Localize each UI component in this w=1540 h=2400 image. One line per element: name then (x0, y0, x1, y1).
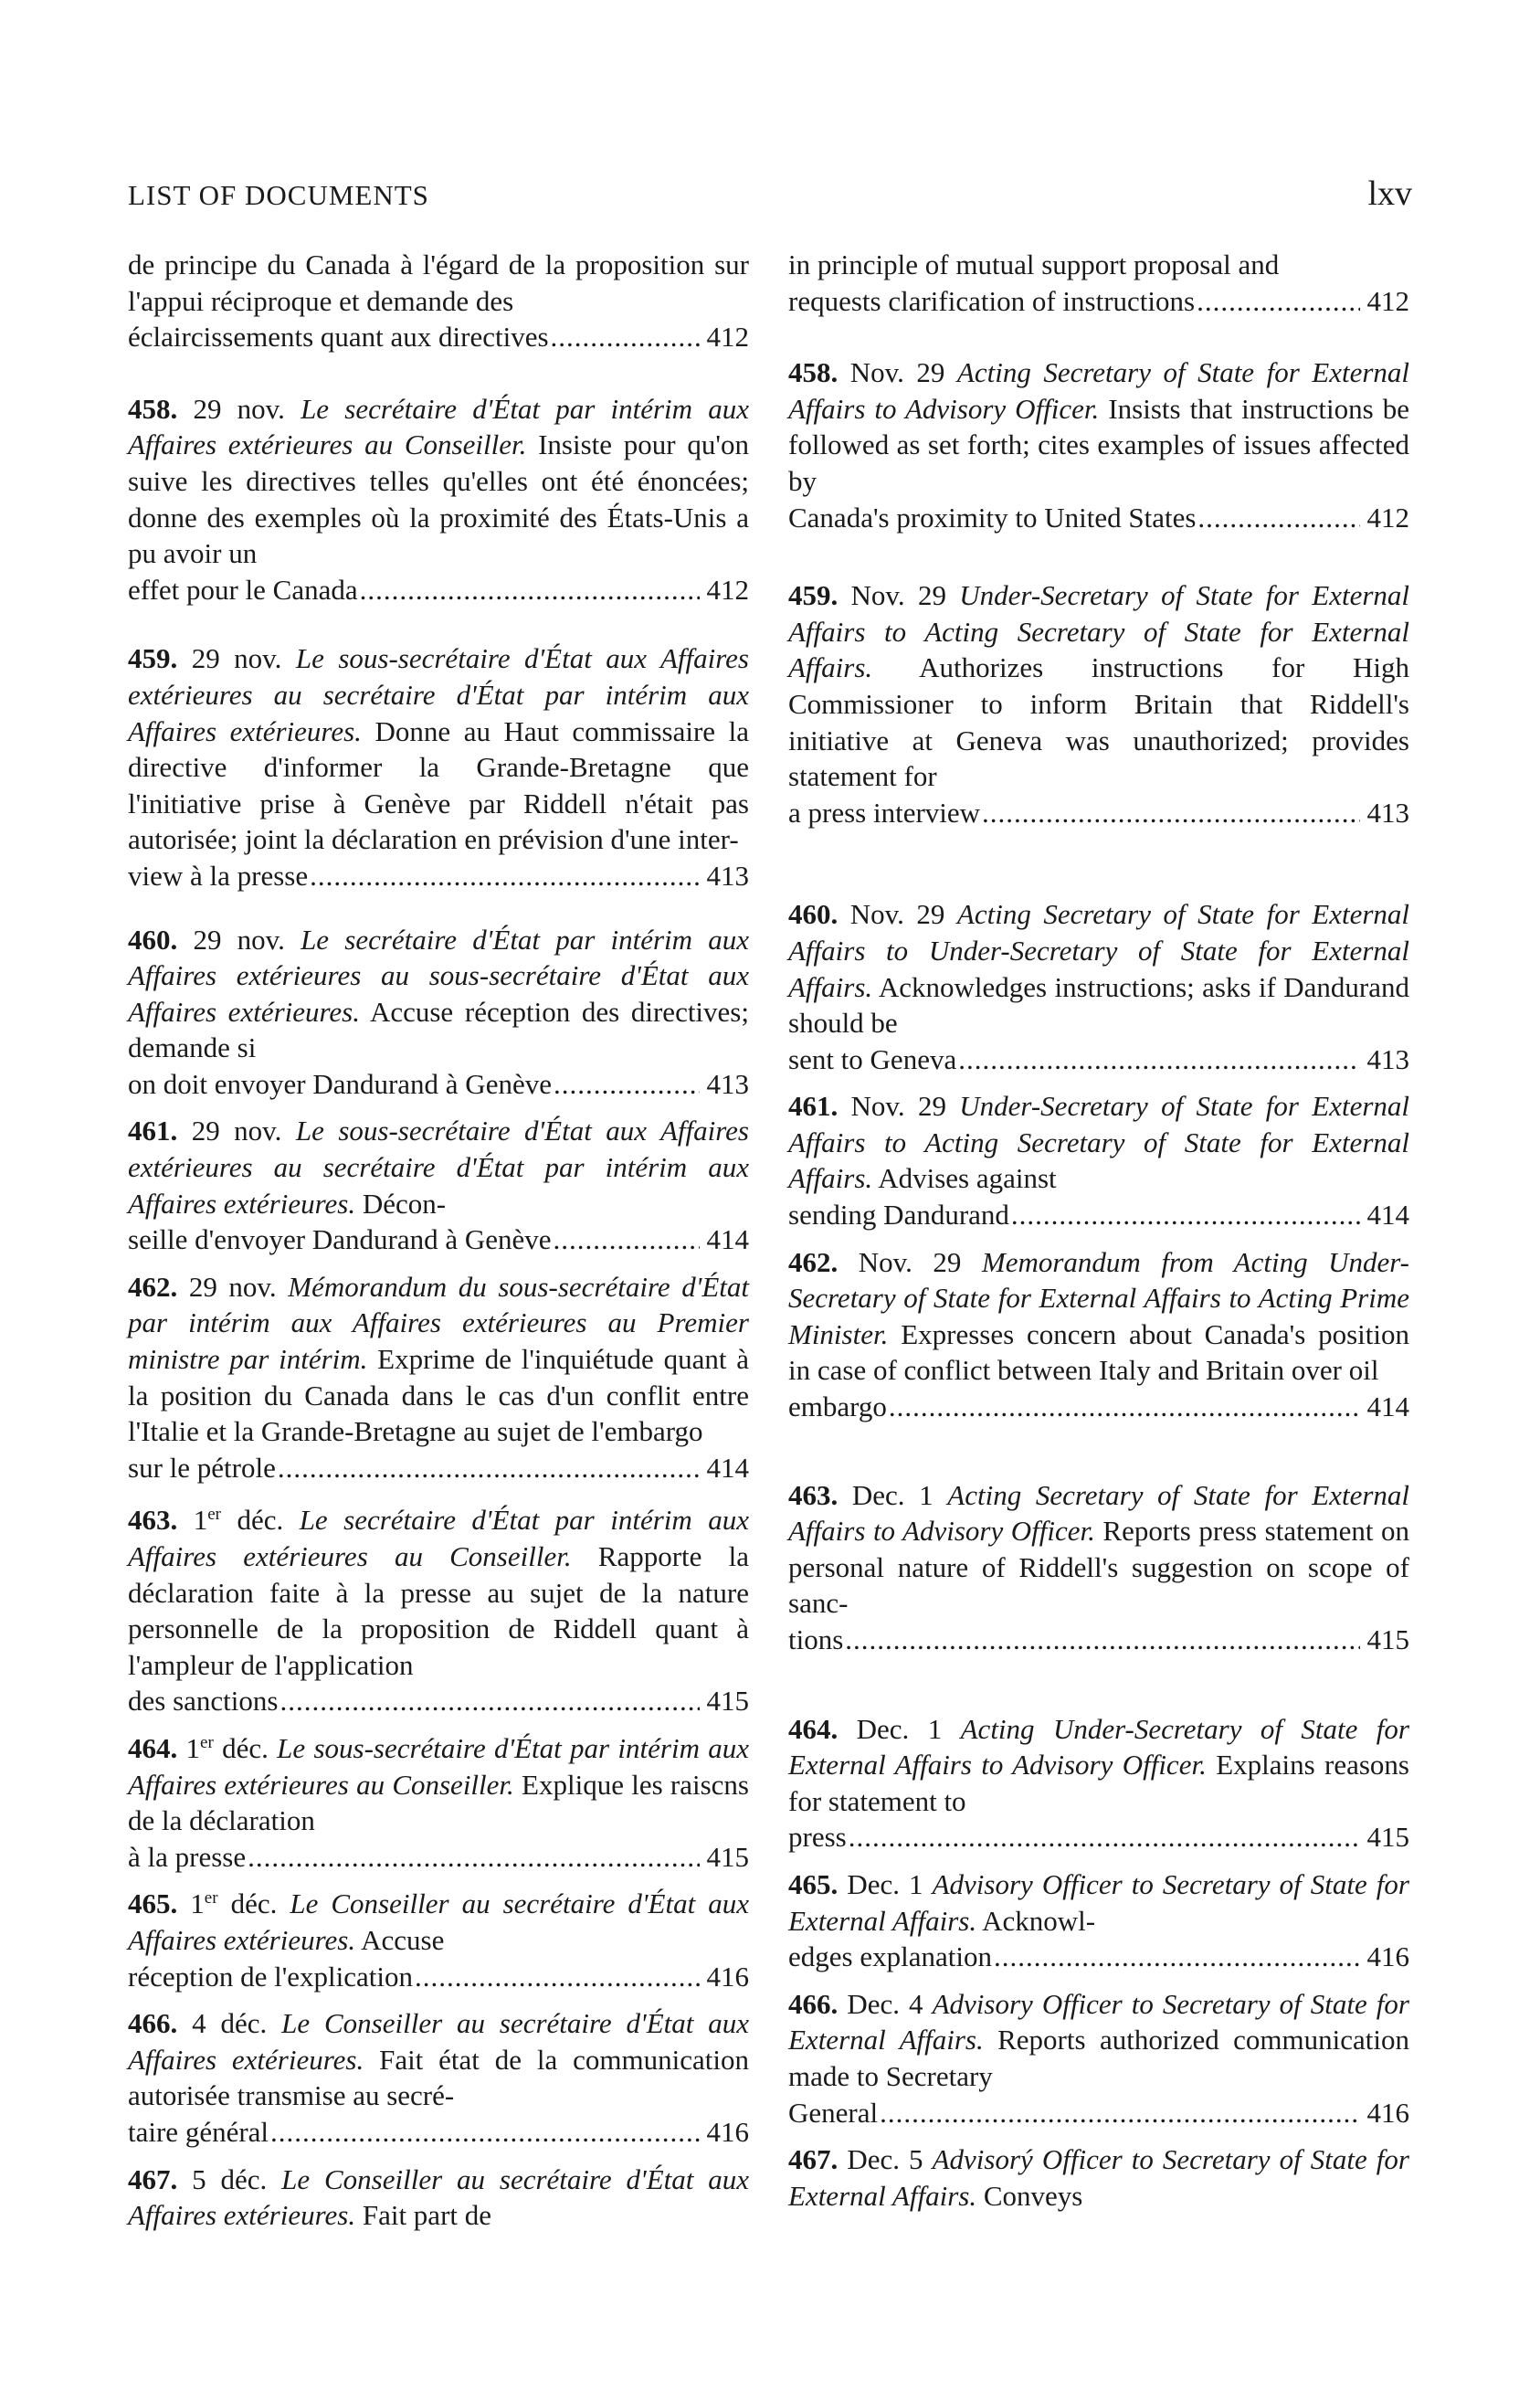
page-reference: 415 (1366, 1821, 1409, 1854)
dot-leader (248, 1839, 699, 1876)
document-date: 5 déc. (177, 2162, 282, 2195)
document-entry (788, 2141, 1409, 2214)
leader-line (128, 1450, 749, 1486)
document-summary: Reports press statement on personal nature of Riddell's suggestion on scope of sanc- (788, 1515, 1409, 1620)
document-number: 458. (128, 392, 178, 425)
page-reference: 413 (706, 859, 749, 892)
document-summary: Insiste pour qu'on suive les directives telles qu'elles ont été énoncées; donne des exemples où la proximité des États-Unis a pu avoir un (128, 428, 749, 570)
dot-leader (845, 1622, 1359, 1658)
document-date: 29 nov. (177, 1115, 296, 1147)
page-reference: 413 (1366, 1042, 1409, 1075)
entry-continuation: in principle of mutual support proposal and (788, 248, 1280, 280)
document-date: 1 (177, 1504, 208, 1537)
french-column (128, 247, 749, 2234)
leader-line (128, 572, 749, 608)
entry-text (128, 2162, 749, 2234)
entry-text (128, 1269, 749, 1450)
leader-line (788, 500, 1409, 536)
page-reference: 416 (1366, 1940, 1409, 1973)
document-date: déc. (217, 1887, 290, 1920)
summary-last-line: Canada's proximity to United States (788, 501, 1197, 534)
leader-line (128, 858, 749, 894)
entry-text (788, 896, 1409, 1041)
document-number: 462. (788, 1245, 839, 1278)
document-date: Nov. 29 (838, 1245, 982, 1278)
page-number: lxv (1367, 174, 1412, 213)
leader-line (128, 1959, 749, 1995)
dot-leader (1197, 500, 1359, 536)
leader-line (788, 1622, 1409, 1658)
document-summary: Acknowl- (976, 1904, 1096, 1937)
page-reference: 416 (706, 1960, 749, 1993)
document-number: 466. (788, 1987, 839, 2020)
document-summary: Explique les raiscns de la déclaration (128, 1768, 749, 1837)
page-reference: 414 (1366, 1199, 1409, 1232)
leader-line (788, 1197, 1409, 1233)
entry-text (788, 1711, 1409, 1820)
entry-continuation: de principe du Canada à l'égard de la proposition sur l'appui réciproque et demande des (128, 248, 749, 317)
summary-last-line: taire général (128, 2115, 269, 2148)
document-summary: Accuse (355, 1923, 445, 1956)
document-entry (128, 1502, 749, 1719)
summary-last-line: des sanctions (128, 1685, 279, 1718)
running-head (128, 174, 1412, 214)
summary-last-line: tions (788, 1623, 844, 1655)
dot-leader (415, 1959, 699, 1995)
page-reference: 415 (706, 1840, 749, 1873)
document-number: 461. (128, 1115, 178, 1147)
document-heading: Acting Under-Secretary of State for External Affairs to Advisory Officer. (788, 1712, 1409, 1781)
document-date: Dec. 1 (838, 1478, 948, 1511)
entry-text (128, 1886, 749, 1958)
document-summary: Fait part de (355, 2199, 492, 2232)
document-summary: Rapporte la déclaration faite à la presse au sujet de la nature personnelle de la proposition de Riddell quant à l'ampleur de l'application (128, 1540, 749, 1681)
document-summary: Advises against (872, 1162, 1057, 1195)
entry-text (788, 354, 1409, 499)
entry-text (128, 922, 749, 1066)
summary-last-line: edges explanation (788, 1940, 992, 1973)
summary-last-line: on doit envoyer Dandurand à Genève (128, 1067, 552, 1100)
page-reference: 414 (706, 1223, 749, 1256)
document-summary: Fait état de la communication autorisée transmise au secré- (128, 2043, 749, 2112)
summary-last-line: General (788, 2096, 879, 2129)
dot-leader (982, 795, 1359, 831)
summary-last-line: éclaircissements quant aux directives (128, 321, 549, 354)
summary-last-line: view à la presse (128, 859, 309, 892)
document-summary: Insists that instructions be followed as set forth; cites examples of issues affected by (788, 392, 1409, 497)
page-reference: 412 (1366, 501, 1409, 534)
dot-leader (280, 1683, 699, 1719)
document-entry (128, 1269, 749, 1486)
document-date: 29 nov. (177, 1270, 289, 1303)
document-heading: Under-Secretary of State for External Affairs to Acting Secretary of State for External Affairs. (788, 579, 1410, 684)
document-number: 464. (788, 1712, 839, 1745)
document-summary: Explains reasons for statement to (788, 1749, 1409, 1817)
leader-line (788, 1041, 1409, 1078)
document-entry (128, 2005, 749, 2150)
document-heading: Le secrétaire d'État par intérim aux Affaires extérieures au Conseiller. (128, 1504, 749, 1572)
leader-line (128, 1066, 749, 1103)
document-entry (128, 1113, 749, 1257)
dot-leader (889, 1389, 1360, 1425)
summary-last-line: sending Dandurand (788, 1199, 1009, 1232)
document-number: 459. (128, 642, 178, 675)
document-summary: Accuse réception des directives; demande si (128, 995, 749, 1064)
document-entry (128, 247, 749, 355)
dot-leader (849, 1819, 1360, 1856)
entry-text (788, 2141, 1409, 2214)
english-column (788, 247, 1409, 2214)
entry-text (788, 1477, 1409, 1622)
document-summary: Décon- (355, 1187, 447, 1220)
document-entry (128, 1730, 749, 1875)
entry-text (128, 1113, 749, 1221)
document-entry (128, 922, 749, 1103)
document-heading: Advisory Officer to Secretary of State for External Affairs. (788, 1987, 1409, 2056)
page-reference: 412 (706, 321, 749, 354)
summary-last-line: a press interview (788, 796, 981, 829)
document-number: 464. (128, 1731, 178, 1764)
summary-last-line: sur le pétrole (128, 1451, 276, 1484)
document-heading: Le sous-secrétaire d'État aux Affaires extérieures au secrétaire d'État par intérim aux Affaires extérieures. (128, 642, 749, 747)
summary-last-line: press (788, 1821, 847, 1854)
document-heading: Le Conseiller au secrétaire d'État aux Affaires extérieures. (128, 1887, 749, 1956)
summary-last-line: sent to Geneva (788, 1042, 957, 1075)
page-reference: 414 (706, 1451, 749, 1484)
dot-leader (551, 319, 700, 355)
document-number: 465. (128, 1887, 178, 1920)
leader-line (128, 319, 749, 355)
document-entry (128, 1886, 749, 1994)
document-date: déc. (213, 1731, 278, 1764)
document-summary: Reports authorized communication made to Secretary (788, 2024, 1409, 2092)
document-entry (788, 1986, 1409, 2130)
leader-line (128, 1221, 749, 1258)
document-date: Dec. 1 (838, 1867, 933, 1900)
page-reference: 412 (706, 573, 749, 606)
date-superscript: er (200, 1732, 214, 1752)
leader-line (788, 795, 1409, 831)
summary-last-line: seille d'envoyer Dandurand à Genève (128, 1223, 552, 1256)
dot-leader (958, 1041, 1359, 1078)
leader-line (788, 1819, 1409, 1856)
document-number: 460. (788, 898, 839, 931)
document-date: Nov. 29 (838, 898, 957, 931)
entry-text (788, 1986, 1409, 2095)
document-heading: Le secrétaire d'État par intérim aux Affaires extérieures au sous-secrétaire d'État aux Affaires extérieures. (128, 923, 749, 1028)
document-entry (788, 247, 1409, 319)
document-heading: Acting Secretary of State for External Affairs to Advisory Officer. (788, 1478, 1409, 1548)
document-heading: Acting Secretary of State for External Affairs to Under-Secretary of State for External Affairs. (788, 898, 1410, 1003)
summary-last-line: embargo (788, 1390, 887, 1423)
document-date: Dec. 1 (838, 1712, 961, 1745)
document-entry (788, 1477, 1409, 1658)
document-number: 466. (128, 2007, 178, 2040)
document-number: 462. (128, 1270, 178, 1303)
page-reference: 415 (706, 1685, 749, 1718)
document-date: Dec. 4 (838, 1987, 933, 2020)
document-date: 1 (177, 1887, 205, 1920)
document-date: 29 nov. (177, 642, 296, 675)
document-heading: Le sous-secrétaire d'État aux Affaires extérieures au secrétaire d'État par intérim aux Affaires extérieures. (128, 1115, 749, 1220)
document-heading: Acting Secretary of State for External Affairs to Advisory Officer. (788, 356, 1410, 425)
leader-line (128, 2114, 749, 2151)
document-date: 29 nov. (177, 923, 301, 956)
entry-text (788, 577, 1409, 795)
page-reference: 413 (1366, 796, 1409, 829)
document-heading: Le Conseiller au secrétaire d'État aux Affaires extérieures. (128, 2007, 749, 2076)
document-date: déc. (220, 1504, 300, 1537)
leader-line (128, 1839, 749, 1876)
document-heading: Le sous-secrétaire d'État par intérim aux Affaires extérieures au Conseiller. (128, 1731, 750, 1801)
date-superscript: er (207, 1505, 221, 1525)
dot-leader (554, 1221, 700, 1258)
document-heading: Mémorandum du sous-secrétaire d'État par intérim aux Affaires extérieures au Premier ministre par intérim. (128, 1270, 749, 1376)
dot-leader (360, 572, 700, 608)
leader-line (788, 283, 1409, 320)
page-reference: 413 (706, 1067, 749, 1100)
dot-leader (554, 1066, 700, 1103)
dot-leader (880, 2095, 1359, 2131)
document-entry (128, 391, 749, 608)
document-heading: Le Conseiller au secrétaire d'État aux Affaires extérieures. (128, 2162, 749, 2232)
page-reference: 414 (1366, 1390, 1409, 1423)
dot-leader (1011, 1197, 1360, 1233)
document-number: 458. (788, 356, 839, 389)
summary-last-line: à la presse (128, 1840, 247, 1873)
page-reference: 412 (1366, 284, 1409, 317)
document-heading: Advisorý Officer to Secretary of State for External Affairs. (788, 2143, 1409, 2212)
document-number: 463. (788, 1478, 839, 1511)
date-superscript: er (204, 1888, 218, 1908)
dot-leader (1197, 283, 1359, 320)
summary-last-line: requests clarification of instructions (788, 284, 1196, 317)
document-entry (788, 354, 1409, 535)
page-reference: 415 (1366, 1623, 1409, 1655)
document-number: 465. (788, 1867, 839, 1900)
document-number: 461. (788, 1090, 839, 1123)
document-entry (788, 896, 1409, 1077)
entry-text (128, 2005, 749, 2114)
document-number: 467. (788, 2143, 839, 2176)
leader-line (788, 2095, 1409, 2131)
document-date: 1 (177, 1731, 201, 1764)
document-heading: Under-Secretary of State for External Affairs to Acting Secretary of State for External Affairs. (788, 1090, 1410, 1195)
running-head-title: LIST OF DOCUMENTS (128, 179, 429, 211)
document-heading: Advisory Officer to Secretary of State for External Affairs. (788, 1867, 1409, 1937)
document-entry (128, 640, 749, 893)
document-number: 459. (788, 579, 839, 612)
dot-leader (278, 1450, 700, 1486)
entry-text (788, 247, 1409, 283)
document-entry (788, 1866, 1409, 1975)
document-summary: Acknowledges instructions; asks if Dandurand should be (788, 970, 1409, 1040)
document-summary: Authorizes instructions for High Commissioner to inform Britain that Riddell's initiative at Geneva was unauthorized; provides statement for (788, 651, 1409, 793)
page-reference: 416 (706, 2115, 749, 2148)
entry-text (128, 247, 749, 319)
leader-line (788, 1389, 1409, 1425)
entry-text (128, 391, 749, 572)
leader-line (128, 1683, 749, 1719)
leader-line (788, 1939, 1409, 1975)
document-entry (788, 1244, 1409, 1425)
entry-text (788, 1088, 1409, 1197)
document-number: 460. (128, 923, 178, 956)
document-number: 467. (128, 2162, 178, 2195)
summary-last-line: réception de l'explication (128, 1960, 414, 1993)
dot-leader (310, 858, 699, 894)
document-date: Nov. 29 (838, 356, 957, 389)
document-number: 463. (128, 1504, 178, 1537)
document-date: Nov. 29 (838, 579, 960, 612)
document-heading: Le secrétaire d'État par intérim aux Affaires extérieures au Conseiller. (128, 392, 749, 461)
summary-last-line: effet pour le Canada (128, 573, 358, 606)
entry-text (788, 1866, 1409, 1939)
dot-leader (270, 2114, 699, 2151)
entry-text (128, 1502, 749, 1683)
document-entry (788, 1711, 1409, 1856)
entry-text (788, 1244, 1409, 1389)
document-summary: Donne au Haut commissaire la directive d'informer la Grande-Bretagne que l'initiative prise à Genève par Riddell n'était pas autorisée; joint la déclaration en prévision d'une inter- (128, 714, 750, 856)
document-entry (788, 1088, 1409, 1232)
document-summary: Expresses concern about Canada's position in case of conflict between Italy and Britain over oil (788, 1317, 1409, 1387)
document-heading: Memorandum from Acting Under-Secretary of State for External Affairs to Acting Prime Minister. (788, 1245, 1410, 1350)
document-summary: Exprime de l'inquiétude quant à la position du Canada dans le cas d'un conflit entre l'Italie et la Grande-Bretagne au sujet de l'embargo (128, 1343, 749, 1448)
document-date: 4 déc. (177, 2007, 282, 2040)
document-date: 29 nov. (177, 392, 301, 425)
document-entry (128, 2162, 749, 2234)
document-entry (788, 577, 1409, 830)
dot-leader (994, 1939, 1360, 1975)
entry-text (128, 1730, 749, 1839)
document-date: Dec. 5 (838, 2143, 933, 2176)
entry-text (128, 640, 749, 858)
document-summary: Conveys (976, 2179, 1083, 2212)
page-reference: 416 (1366, 2096, 1409, 2129)
document-date: Nov. 29 (838, 1090, 960, 1123)
